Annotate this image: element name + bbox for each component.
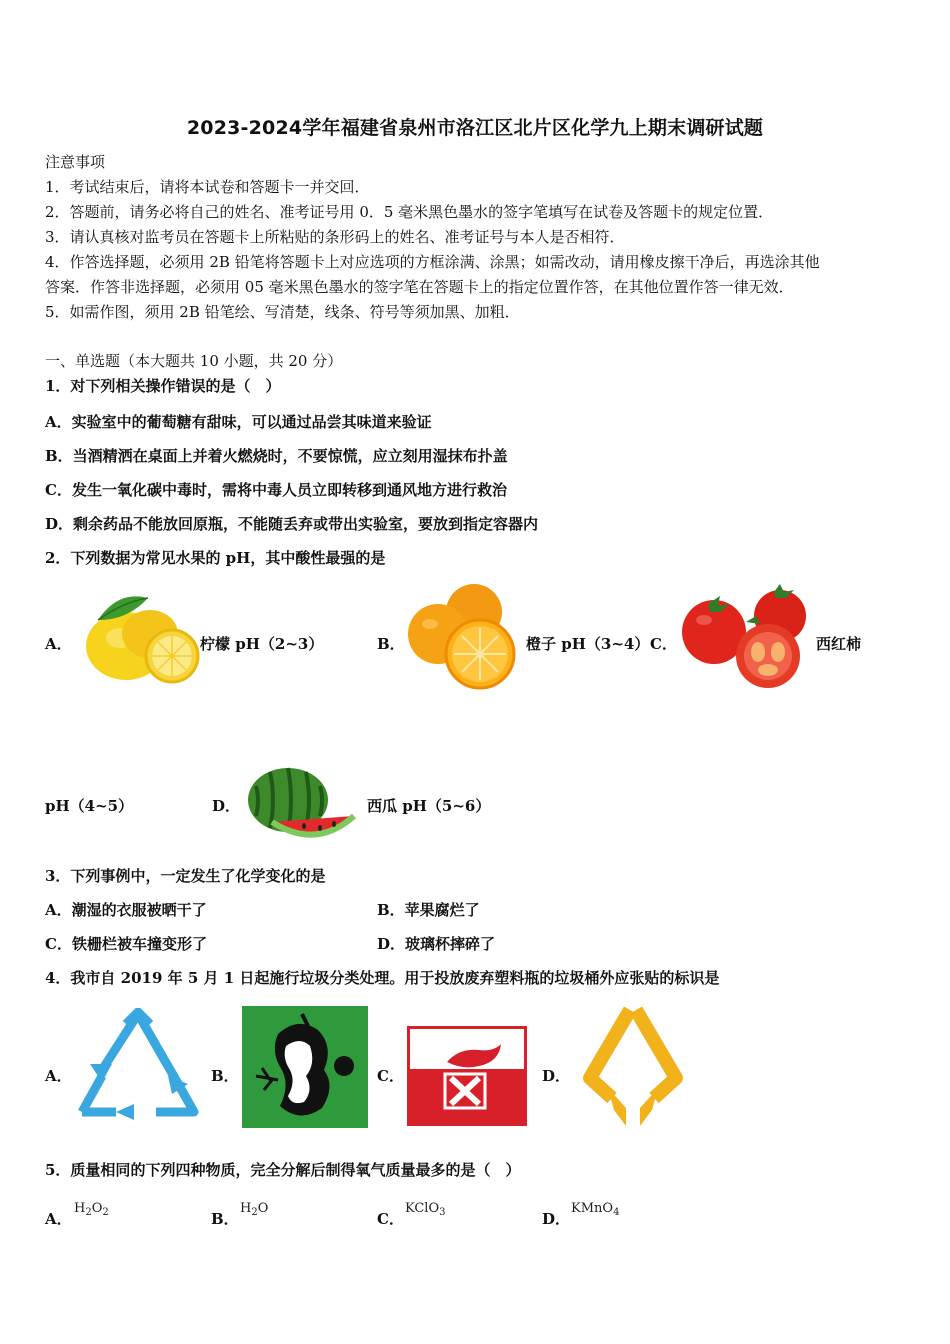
q2-option-d-letter: D． bbox=[212, 797, 241, 815]
q1-option-c: C．发生一氧化碳中毒时，需将中毒人员立即转移到通风地方进行救治 bbox=[45, 481, 507, 499]
q4-option-a-letter: A． bbox=[45, 1067, 72, 1085]
q3-option-c: C．铁栅栏被车撞变形了 bbox=[45, 935, 207, 953]
q4-option-c-letter: C． bbox=[377, 1067, 404, 1085]
q5-stem: 5．质量相同的下列四种物质，完全分解后制得氧气质量最多的是（ ） bbox=[45, 1161, 521, 1179]
notice-item-4-cont: 答案．作答非选择题，必须用 05 毫米黑色墨水的签字笔在答题卡上的指定位置作答，在其他位置作答一律无效． bbox=[45, 278, 794, 296]
q2-option-a-text: 柠檬 pH（2~3） bbox=[200, 635, 324, 653]
q2-option-c-cont: pH（4~5） bbox=[45, 797, 134, 815]
lemon-image bbox=[78, 590, 200, 688]
notice-heading: 注意事项 bbox=[45, 153, 106, 171]
hazardous-waste-icon bbox=[407, 1026, 527, 1126]
q4-option-d-letter: D． bbox=[542, 1067, 571, 1085]
q1-option-d: D．剩余药品不能放回原瓶，不能随丢弃或带出实验室，要放到指定容器内 bbox=[45, 515, 539, 533]
notice-item-5: 5．如需作图，须用 2B 铅笔绘、写清楚，线条、符号等须加黑、加粗． bbox=[45, 303, 520, 321]
notice-item-1: 1．考试结束后，请将本试卷和答题卡一并交回． bbox=[45, 178, 370, 196]
q1-option-a: A．实验室中的葡萄糖有甜味，可以通过品尝其味道来验证 bbox=[45, 413, 432, 431]
q5-option-d-letter: D． bbox=[542, 1210, 571, 1228]
q4-option-b-letter: B． bbox=[211, 1067, 239, 1085]
page-title: 2023-2024学年福建省泉州市洛江区北片区化学九上期末调研试题 bbox=[186, 117, 764, 139]
q5-option-a-letter: A． bbox=[45, 1210, 72, 1228]
q3-stem: 3．下列事例中，一定发生了化学变化的是 bbox=[45, 867, 326, 885]
q5-option-d-formula: KMnO$_4$ bbox=[571, 1201, 620, 1218]
q3-option-d: D．玻璃杯摔碎了 bbox=[377, 935, 496, 953]
kitchen-waste-icon bbox=[242, 1006, 368, 1128]
notice-item-4: 4．作答选择题，必须用 2B 铅笔将答题卡上对应选项的方框涂满、涂黑；如需改动，请用橡皮擦干净后，再选涂其他 bbox=[45, 253, 820, 271]
other-waste-icon bbox=[578, 1002, 688, 1130]
q5-option-b-formula: $H_2O$ bbox=[240, 1201, 269, 1218]
watermelon-image bbox=[246, 766, 358, 846]
q5-option-b-letter: B． bbox=[211, 1210, 239, 1228]
section-heading: 一、单选题（本大题共 10 小题，共 20 分） bbox=[45, 352, 343, 370]
q3-option-a: A．潮湿的衣服被晒干了 bbox=[45, 901, 207, 919]
q2-option-c-letter: C． bbox=[650, 635, 677, 653]
q4-stem: 4．我市自 2019 年 5 月 1 日起施行垃圾分类处理。用于投放废弃塑料瓶的垃圾桶外应张贴的标识是 bbox=[45, 969, 720, 987]
q5-option-a-formula: $H_2O_2$ bbox=[74, 1201, 109, 1218]
tomato-image bbox=[680, 582, 810, 690]
notice-item-3: 3．请认真核对监考员在答题卡上所粘贴的条形码上的姓名、准考证号与本人是否相符． bbox=[45, 228, 625, 246]
recyclable-icon bbox=[76, 1008, 200, 1126]
q2-option-a-letter: A． bbox=[45, 635, 72, 653]
q5-option-c-letter: C． bbox=[377, 1210, 404, 1228]
orange-image bbox=[404, 582, 522, 692]
q1-stem: 1．对下列相关操作错误的是（ ） bbox=[45, 377, 281, 395]
q2-option-c-text: 西红柿 bbox=[816, 635, 862, 653]
q2-option-b-text: 橙子 pH（3~4） bbox=[526, 635, 650, 653]
q1-option-b: B．当酒精洒在桌面上并着火燃烧时，不要惊慌，应立刻用湿抹布扑盖 bbox=[45, 447, 508, 465]
q2-option-b-letter: B． bbox=[377, 635, 405, 653]
q2-option-d-text: 西瓜 pH（5~6） bbox=[367, 797, 491, 815]
q2-stem: 2．下列数据为常见水果的 pH，其中酸性最强的是 bbox=[45, 549, 386, 567]
notice-item-2: 2．答题前，请务必将自己的姓名、准考证号用 0．5 毫米黑色墨水的签字笔填写在试卷及答题卡的规定位置． bbox=[45, 203, 774, 221]
q3-option-b: B．苹果腐烂了 bbox=[377, 901, 480, 919]
q5-option-c-formula: KClO$_3$ bbox=[405, 1201, 446, 1218]
